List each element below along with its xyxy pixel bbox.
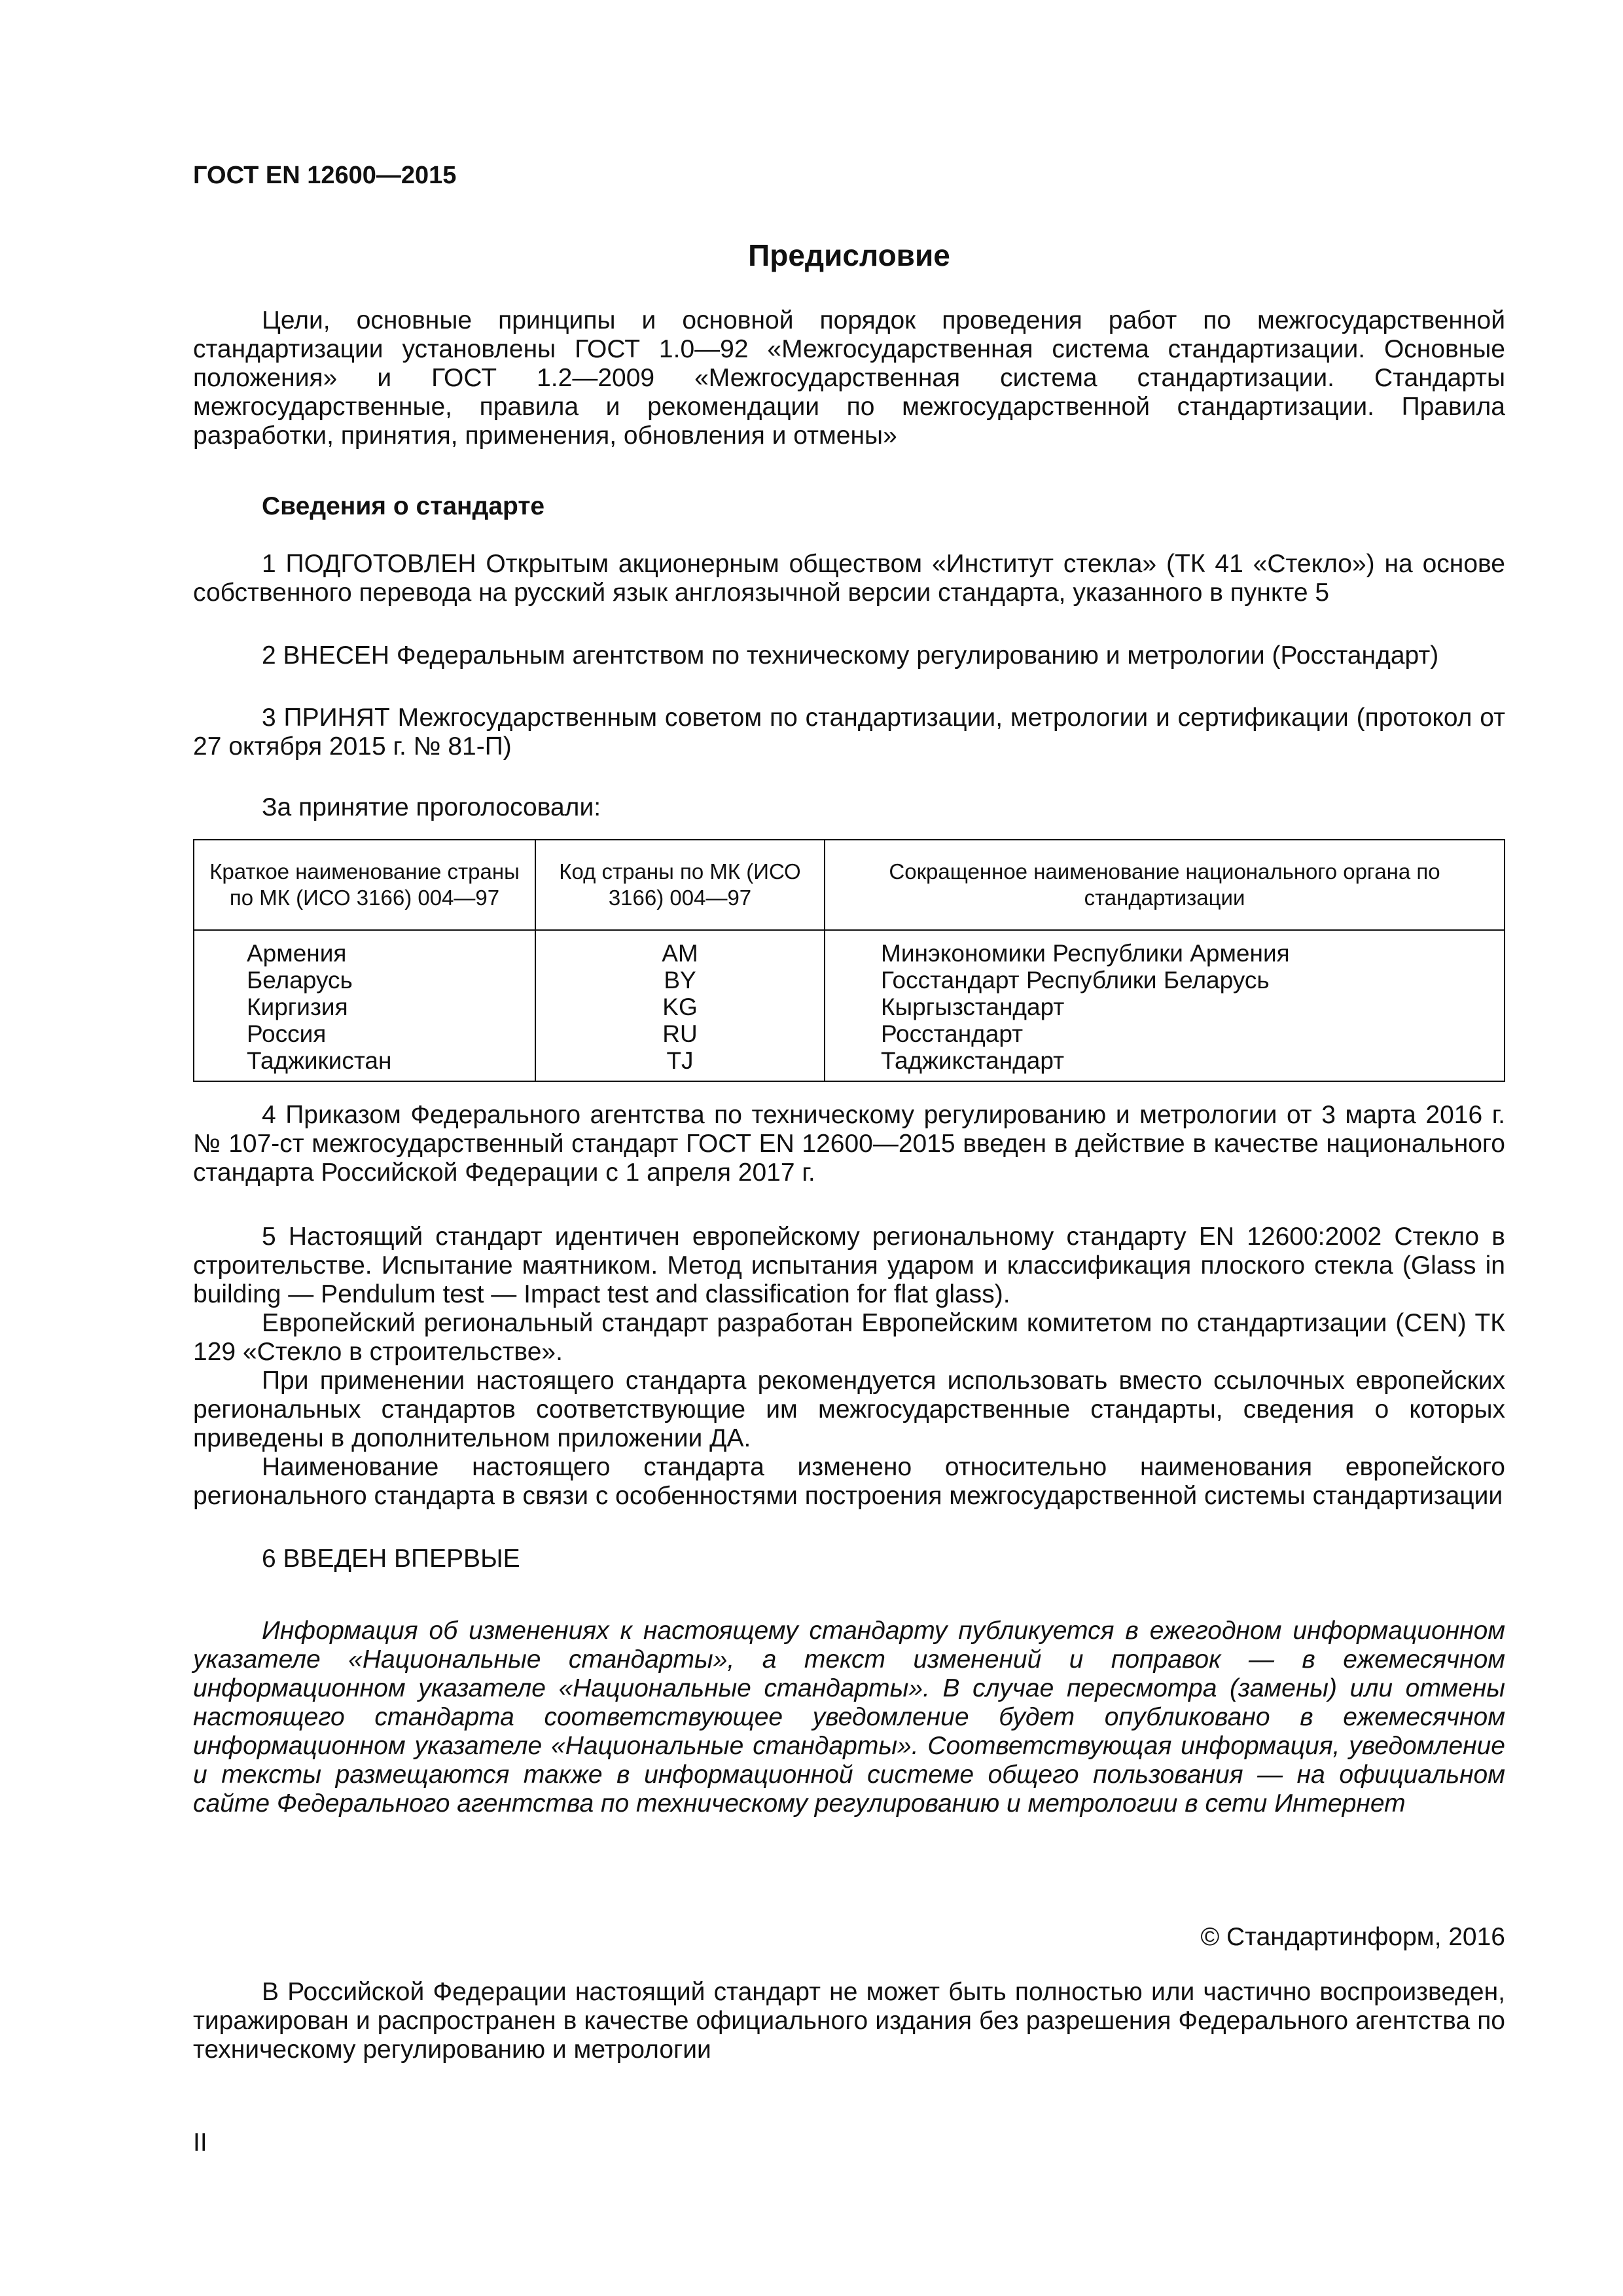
header-organization: Сокращенное наименование национального органа по стандартизации	[825, 840, 1505, 930]
item-6-introduced: 6 ВВЕДЕН ВПЕРВЫЕ	[262, 1545, 520, 1573]
table-row	[194, 1047, 1505, 1081]
country-name: Россия	[194, 1020, 535, 1047]
item-2-submitted: 2 ВНЕСЕН Федеральным агентством по техническому регулированию и метрологии (Росстандарт)	[262, 641, 1439, 670]
country-name: Беларусь	[194, 967, 535, 994]
table-row	[194, 1020, 1505, 1047]
table-header-row	[194, 840, 1505, 930]
page-title: Предисловие	[748, 238, 950, 272]
voted-label: За принятие проголосовали:	[262, 793, 601, 821]
item-5-developer: Европейский региональный стандарт разработан Европейским комитетом по стандартизации (CEN) ТК 129 «Стекло в строительстве».	[193, 1309, 1505, 1366]
country-code: TJ	[535, 1047, 825, 1081]
copyright: © Стандартинформ, 2016	[1200, 1923, 1505, 1951]
header-country: Краткое наименование страны по МК (ИСО 3166) 004—97	[194, 840, 535, 930]
standards-body: Минэкономики Республики Армения	[825, 930, 1505, 967]
table-row	[194, 994, 1505, 1020]
changes-notice: Информация об изменениях к настоящему стандарту публикуется в ежегодном информационном указателе «Национальные стандарты», а текст изменений и поправок — в ежемесячном информационном указателе «Национальные стандарты». В случае пересмотра (замены) или отмены настоящего стандарта соответствующее уведомление будет опубликовано в ежемесячном информационном указателе «Национальные стандарты». Соответствующая информация, уведомление и тексты размещаются также в информационной системе общего пользования — на официальном сайте Федерального агентства по техническому регулированию и метрологии в сети Интернет	[193, 1617, 1505, 1818]
country-code: RU	[535, 1020, 825, 1047]
table-row	[194, 967, 1505, 994]
country-code: BY	[535, 967, 825, 994]
voting-countries-table	[193, 839, 1505, 1082]
item-3-adopted: 3 ПРИНЯТ Межгосударственным советом по стандартизации, метрологии и сертификации (протокол от 27 октября 2015 г. № 81-П)	[193, 704, 1505, 761]
country-name: Таджикистан	[194, 1047, 535, 1081]
standards-body: Кыргызстандарт	[825, 994, 1505, 1020]
country-code: KG	[535, 994, 825, 1020]
item-4-order: 4 Приказом Федерального агентства по техническому регулированию и метрологии от 3 марта 2016 г. № 107-ст межгосударственный стандарт ГОСТ EN 12600—2015 введен в действие в качестве национального стандарта Российской Федерации с 1 апреля 2017 г.	[193, 1101, 1505, 1187]
page-number: II	[193, 2128, 207, 2157]
standards-body: Росстандарт	[825, 1020, 1505, 1047]
header-code: Код страны по МК (ИСО 3166) 004—97	[535, 840, 825, 930]
item-5-identical: 5 Настоящий стандарт идентичен европейскому региональному стандарту EN 12600:2002 Стекло в строительстве. Испытание маятником. Метод испытания ударом и классификация плоского стекла (Glass in building — Pendulum test — Impact test and classification for flat glass).	[193, 1223, 1505, 1308]
standards-body: Госстандарт Республики Беларусь	[825, 967, 1505, 994]
document-code: ГОСТ EN 12600—2015	[193, 162, 457, 189]
document-page	[193, 0, 1505, 2296]
item-5-name-change: Наименование настоящего стандарта изменено относительно наименования европейского регионального стандарта в связи с особенностями построения межгосударственной системы стандартизации	[193, 1453, 1505, 1510]
standards-body: Таджикстандарт	[825, 1047, 1505, 1081]
item-1-prepared: 1 ПОДГОТОВЛЕН Открытым акционерным обществом «Институт стекла» (ТК 41 «Стекло») на основе собственного перевода на русский язык англоязычной версии стандарта, указанного в пункте 5	[193, 550, 1505, 607]
item-5-references: При применении настоящего стандарта рекомендуется использовать вместо ссылочных европейских региональных стандартов соответствующие им межгосударственные стандарты, сведения о которых приведены в дополнительном приложении ДА.	[193, 1367, 1505, 1452]
intro-paragraph: Цели, основные принципы и основной порядок проведения работ по межгосударственной стандартизации установлены ГОСТ 1.0—92 «Межгосударственная система стандартизации. Основные положения» и ГОСТ 1.2—2009 «Межгосударственная система стандартизации. Стандарты межгосударственные, правила и рекомендации по межгосударственной стандартизации. Правила разработки, принятия, применения, обновления и отмены»	[193, 306, 1505, 450]
country-name: Армения	[194, 930, 535, 967]
table-row	[194, 930, 1505, 967]
country-code: AM	[535, 930, 825, 967]
info-heading: Сведения о стандарте	[262, 492, 545, 520]
reproduction-notice: В Российской Федерации настоящий стандарт не может быть полностью или частично воспроизведен, тиражирован и распространен в качестве официального издания без разрешения Федерального агентства по техническому регулированию и метрологии	[193, 1978, 1505, 2064]
country-name: Киргизия	[194, 994, 535, 1020]
